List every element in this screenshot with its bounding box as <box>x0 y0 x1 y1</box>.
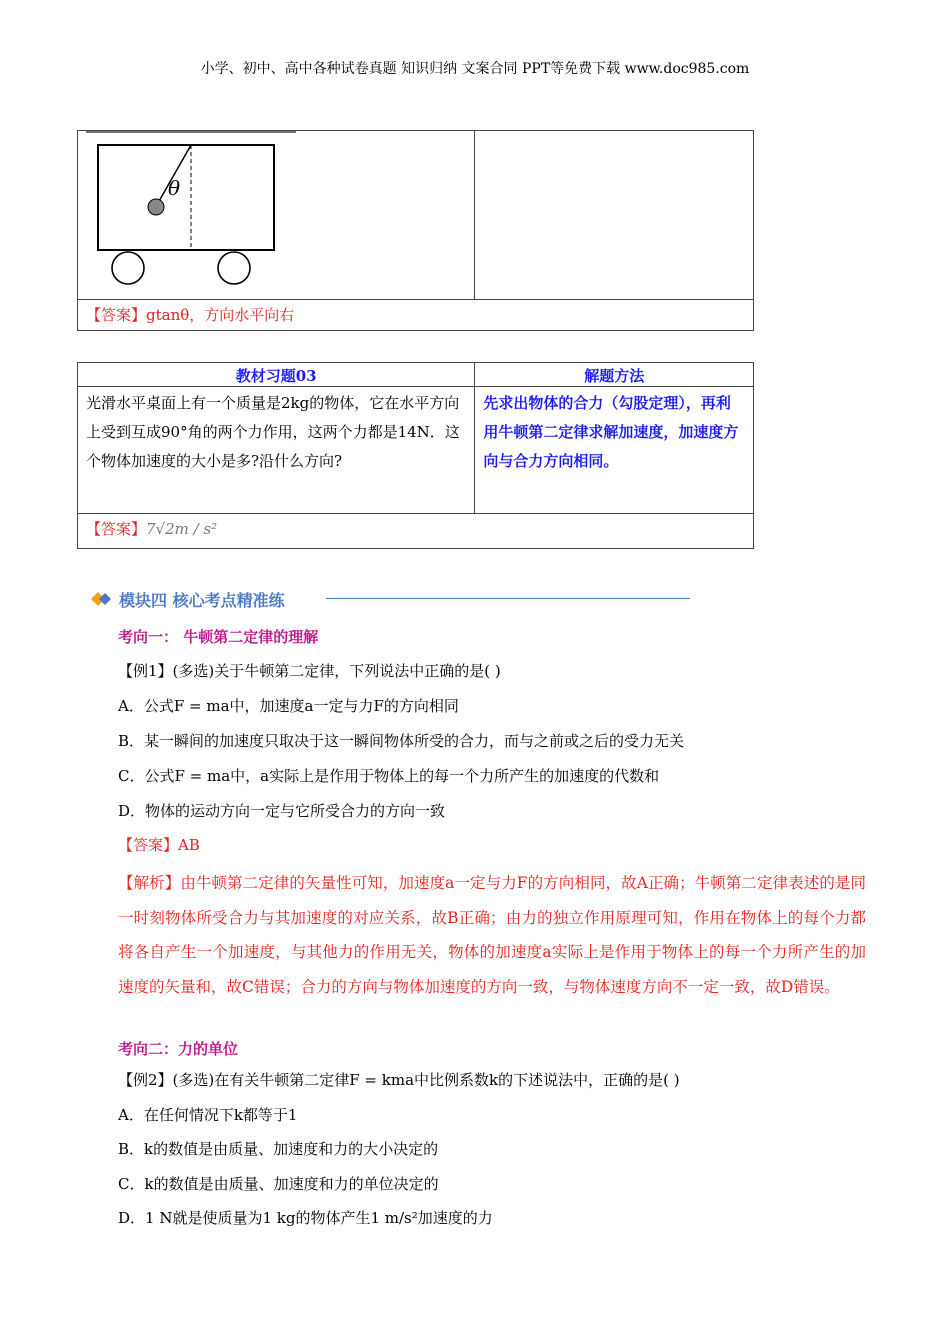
option-d: D．物体的运动方向一定与它所受合力的方向一致 <box>118 802 446 820</box>
exercise-heading: 教材习题03 <box>78 363 475 387</box>
example-1-question: 【例1】(多选)关于牛顿第二定律，下列说法中正确的是( ) <box>118 662 501 680</box>
option-a: A．在任何情况下k都等于1 <box>118 1106 298 1124</box>
answer-math: 7√2m / s² <box>146 520 218 538</box>
method-heading: 解题方法 <box>475 363 754 387</box>
module-title: 模块四 核心考点精准练 <box>119 591 285 610</box>
example-2-question: 【例2】(多选)在有关牛顿第二定律F = kma中比例系数k的下述说法中，正确的是( ) <box>118 1071 680 1089</box>
diamond-arrow-icon <box>91 591 113 607</box>
answer-row-2 <box>78 514 754 549</box>
problem-table-2 <box>77 362 754 549</box>
section-2-heading: 考向二：力的单位 <box>118 1040 239 1058</box>
method-text: 先求出物体的合力（勾股定理），再利用牛顿第二定律求解加速度，加速度方向与合力方向相同。 <box>475 387 754 514</box>
exercise-question: 光滑水平桌面上有一个质量是2kg的物体，它在水平方向上受到互成90°角的两个力作用，这两个力都是14N．这个物体加速度的大小是多?沿什么方向? <box>78 387 475 514</box>
option-c: C．k的数值是由质量、加速度和力的单位决定的 <box>118 1175 439 1193</box>
example-1-analysis: 【解析】由牛顿第二定律的矢量性可知，加速度a一定与力F的方向相同，故A正确；牛顿第二定律表述的是同一时刻物体所受合力与其加速度的对应关系，故B正确；由力的独立作用原理可知，作用在物体上的每个力都将各自产生一个加速度，与其他力的作用无关，物体的加速度a实际上是作用于物体上的每一个力所产生的加速度的矢量和，故C错误；合力的方向与物体加速度的方向一致，与物体速度方向不一定一致，故D错误。 <box>118 874 866 996</box>
problem-table-1 <box>77 130 754 331</box>
module-title-bar <box>91 588 701 610</box>
section-1-heading: 考向一： 牛顿第二定律的理解 <box>118 628 319 646</box>
figure-cell <box>78 131 475 300</box>
option-b: B．某一瞬间的加速度只取决于这一瞬间物体所受的合力，而与之前或之后的受力无关 <box>118 732 685 750</box>
answer-tag: 【答案】 <box>86 306 147 324</box>
module-divider <box>326 598 690 599</box>
page-header: 小学、初中、高中各种试卷真题 知识归纳 文案合同 PPT等免费下载 www.doc985.com <box>200 61 750 77</box>
example-1-answer: 【答案】AB <box>118 836 200 854</box>
empty-cell <box>475 131 754 300</box>
angle-label: θ <box>168 176 181 200</box>
answer-row-1 <box>78 300 754 331</box>
answer-tag: 【答案】 <box>86 520 147 538</box>
option-d: D．1 N就是使质量为1 kg的物体产生1 m/s²加速度的力 <box>118 1209 493 1227</box>
option-b: B．k的数值是由质量、加速度和力的大小决定的 <box>118 1140 439 1158</box>
option-c: C．公式F = ma中，a实际上是作用于物体上的每一个力所产生的加速度的代数和 <box>118 767 660 785</box>
answer-text: gtanθ，方向水平向右 <box>146 306 295 324</box>
cart-pendulum-figure <box>86 131 306 291</box>
option-a: A．公式F = ma中，加速度a一定与力F的方向相同 <box>118 697 459 715</box>
